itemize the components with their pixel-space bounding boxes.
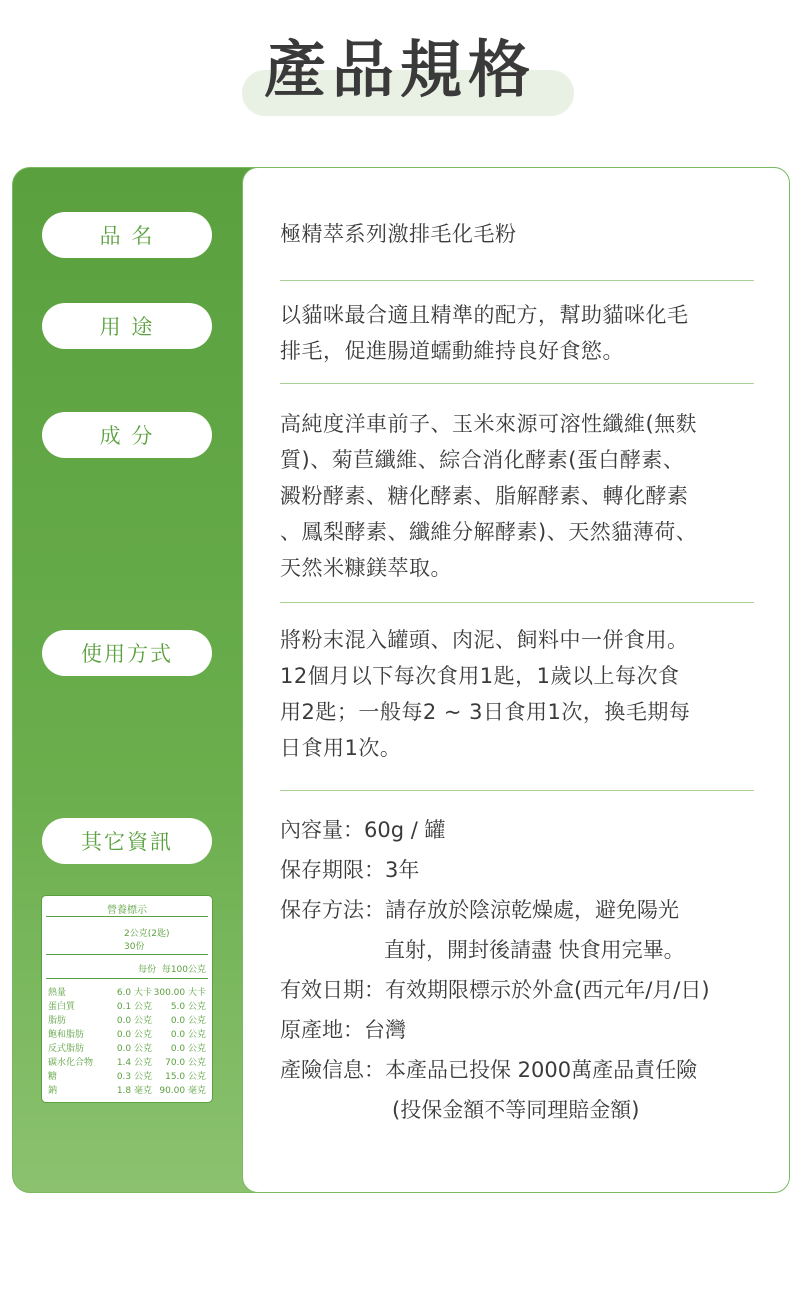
nutrition-row — [48, 1042, 206, 1056]
info-insurance-note: (投保金額不等同理賠金額) — [392, 1098, 640, 1122]
nutrition-serving-size: 2公克(2匙) — [124, 929, 170, 939]
nutrition-rows — [48, 986, 206, 1098]
nutrient-name: 脂肪 — [48, 1016, 67, 1026]
nutrient-per-100g: 0.0 公克 — [170, 1030, 206, 1040]
info-storage-cont: 直射，開封後請盡 快食用完畢。 — [384, 938, 685, 962]
directions-line: 日食用1次。 — [280, 736, 402, 760]
nutrition-row — [48, 1014, 206, 1028]
nutrient-per-serving: 0.0 公克 — [116, 1016, 152, 1026]
nutrition-col-headers — [138, 962, 206, 975]
info-shelf-life: 保存期限：3年 — [280, 858, 420, 882]
directions-line: 用2匙；一般每2 ~ 3日食用1次，換毛期每 — [280, 700, 691, 724]
usage-line: 以貓咪最合適且精準的配方，幫助貓咪化毛 — [280, 303, 689, 327]
nutrient-per-100g: 90.00 毫克 — [159, 1086, 206, 1096]
nutrition-row — [48, 986, 206, 1000]
nutrient-per-serving: 6.0 大卡 — [116, 988, 152, 998]
info-insurance: 產險信息：本產品已投保 2000萬產品責任險 — [280, 1058, 698, 1082]
nutrient-name: 飽和脂肪 — [48, 1030, 85, 1040]
nutrient-per-serving: 0.0 公克 — [116, 1044, 152, 1054]
nutrient-name: 蛋白質 — [48, 1002, 76, 1012]
value-name — [280, 216, 770, 252]
divider — [280, 280, 754, 281]
nutrient-name: 糖 — [48, 1072, 58, 1082]
page-title: 產品規格 — [263, 33, 536, 106]
label-other-info: 其它資訊 — [42, 818, 212, 864]
nutrition-col-per-serving: 每份 — [138, 965, 157, 975]
nutrition-row — [48, 1056, 206, 1070]
divider — [280, 602, 754, 603]
divider — [280, 383, 754, 384]
nutrition-row — [48, 1070, 206, 1084]
nutrient-per-serving: 0.3 公克 — [116, 1072, 152, 1082]
value-name-text: 極精萃系列激排毛化毛粉 — [280, 222, 517, 246]
divider — [280, 790, 754, 791]
nutrient-name: 熱量 — [48, 988, 67, 998]
nutrient-per-100g: 70.0 公克 — [165, 1058, 206, 1068]
nutrient-per-serving: 1.8 毫克 — [116, 1086, 152, 1096]
nutrient-per-100g: 0.0 公克 — [170, 1044, 206, 1054]
divider — [46, 978, 208, 979]
value-usage — [280, 297, 770, 369]
label-usage: 用 途 — [42, 303, 212, 349]
divider — [46, 954, 208, 955]
nutrient-name: 反式脂肪 — [48, 1044, 85, 1054]
ingredients-line: 、鳳梨酵素、纖維分解酵素)、天然貓薄荷、 — [280, 520, 698, 544]
ingredients-line: 天然米糠鎂萃取。 — [280, 556, 452, 580]
nutrition-row — [48, 1028, 206, 1042]
value-ingredients — [280, 406, 770, 586]
usage-line: 排毛，促進腸道蠕動維持良好食慾。 — [280, 339, 624, 363]
info-origin: 原產地：台灣 — [280, 1018, 406, 1042]
nutrition-title: 營養標示 — [107, 905, 147, 916]
nutrient-per-100g: 15.0 公克 — [165, 1072, 206, 1082]
value-directions — [280, 622, 770, 766]
nutrition-label — [41, 895, 213, 1103]
label-ingredients: 成 分 — [42, 412, 212, 458]
nutrition-row — [48, 1000, 206, 1014]
info-storage: 保存方法：請存放於陰涼乾燥處，避免陽光 — [280, 898, 679, 922]
nutrient-per-serving: 0.0 公克 — [116, 1030, 152, 1040]
directions-line: 12個月以下每次食用1匙，1歲以上每次食 — [280, 664, 680, 688]
label-name: 品 名 — [42, 212, 212, 258]
ingredients-line: 高純度洋車前子、玉米來源可溶性纖維(無麩 — [280, 412, 698, 436]
nutrient-per-serving: 1.4 公克 — [116, 1058, 152, 1068]
label-directions: 使用方式 — [42, 630, 212, 676]
info-expiry: 有效日期：有效期限標示於外盒(西元年/月/日) — [280, 978, 710, 1002]
ingredients-line: 澱粉酵素、糖化酵素、脂解酵素、轉化酵素 — [280, 484, 689, 508]
nutrient-per-100g: 0.0 公克 — [170, 1016, 206, 1026]
ingredients-line: 質)、菊苣纖維、綜合消化酵素(蛋白酵素、 — [280, 448, 685, 472]
divider — [46, 916, 208, 917]
nutrient-name: 鈉 — [48, 1086, 58, 1096]
nutrient-name: 碳水化合物 — [48, 1058, 94, 1068]
nutrient-per-100g: 5.0 公克 — [170, 1002, 206, 1012]
nutrition-servings: 30份 — [124, 942, 145, 952]
nutrition-col-per-100g: 每100公克 — [161, 965, 206, 975]
directions-line: 將粉末混入罐頭、肉泥、飼料中一併食用。 — [280, 628, 689, 652]
nutrient-per-100g: 300.00 大卡 — [153, 988, 206, 998]
info-content: 內容量：60g / 罐 — [280, 818, 446, 842]
nutrition-row — [48, 1084, 206, 1098]
nutrient-per-serving: 0.1 公克 — [116, 1002, 152, 1012]
